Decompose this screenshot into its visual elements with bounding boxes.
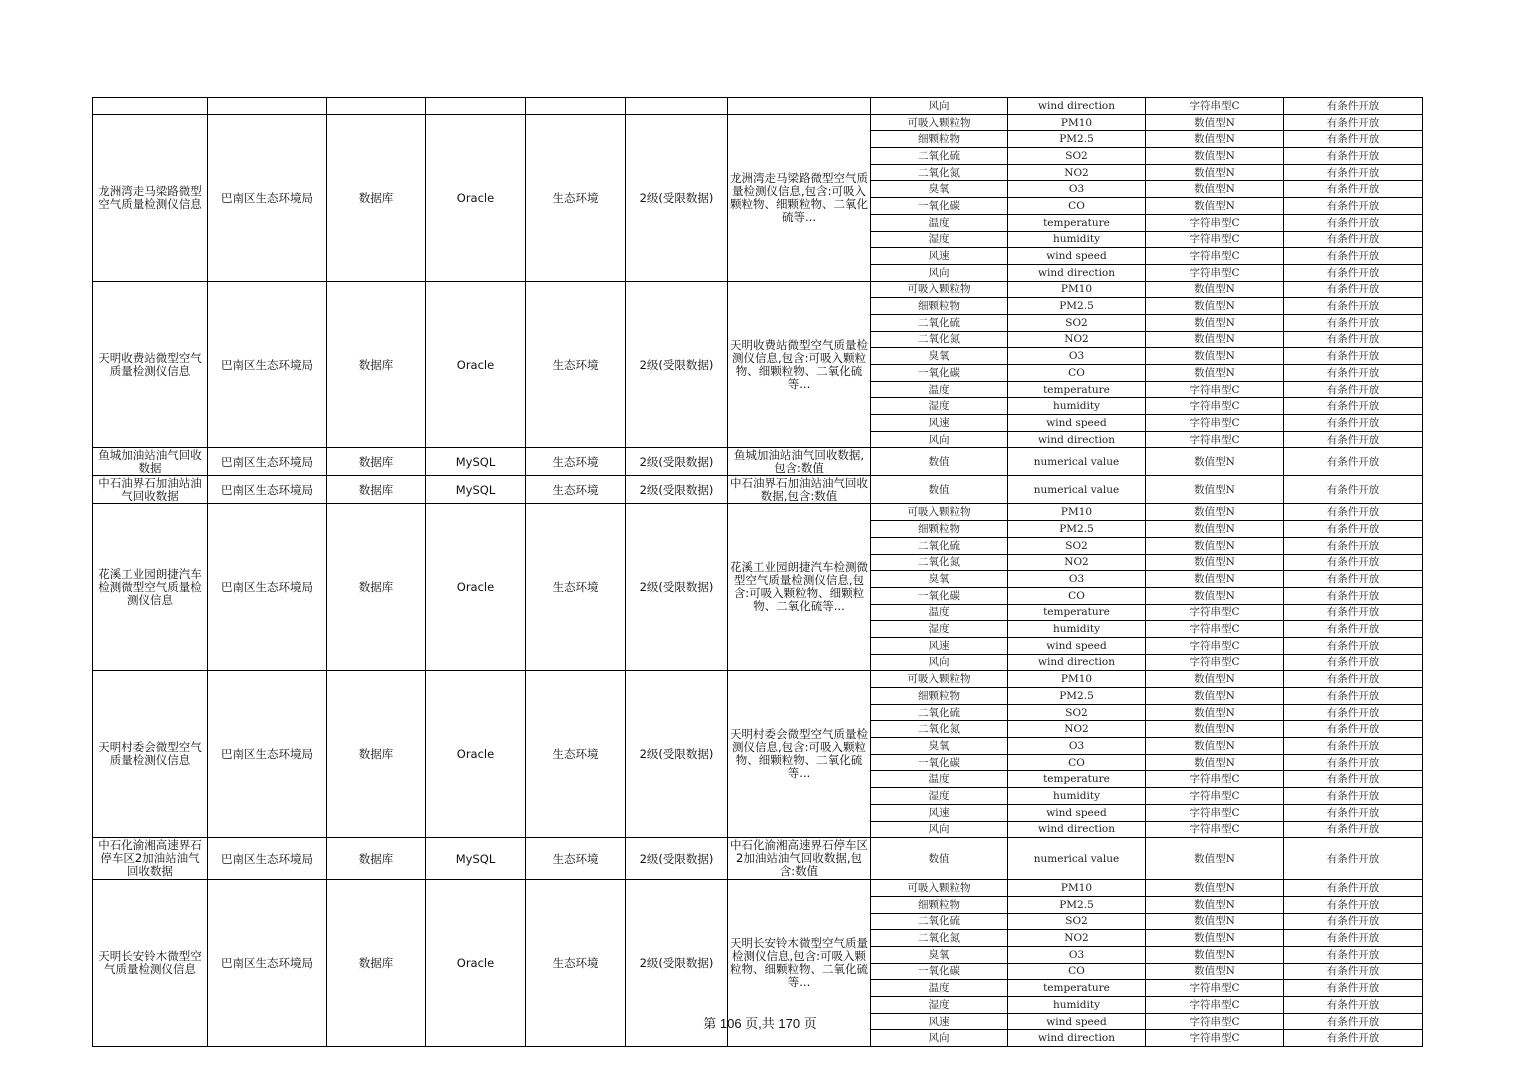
open-condition-cell: 有条件开放 bbox=[1284, 398, 1423, 415]
field-name-cell: 臭氧 bbox=[871, 348, 1008, 365]
open-condition-cell: 有条件开放 bbox=[1284, 431, 1423, 448]
category-cell: 生态环境 bbox=[526, 281, 626, 448]
page-footer: 第 106 页,共 170 页 bbox=[703, 1016, 817, 1031]
open-condition-cell: 有条件开放 bbox=[1284, 231, 1423, 248]
department-cell: 巴南区生态环境局 bbox=[208, 114, 327, 281]
field-code-cell: humidity bbox=[1008, 788, 1146, 805]
database-type-cell: Oracle bbox=[426, 114, 526, 281]
field-name-cell: 温度 bbox=[871, 381, 1008, 398]
field-name-cell: 风向 bbox=[871, 654, 1008, 671]
field-type-cell: 字符串型C bbox=[1146, 997, 1284, 1014]
field-type-cell: 数值型N bbox=[1146, 164, 1284, 181]
field-name-cell: 臭氧 bbox=[871, 571, 1008, 588]
field-code-cell: CO bbox=[1008, 365, 1146, 382]
field-type-cell: 字符串型C bbox=[1146, 821, 1284, 838]
field-name-cell: 一氧化碳 bbox=[871, 963, 1008, 980]
field-code-cell: CO bbox=[1008, 754, 1146, 771]
field-code-cell: wind speed bbox=[1008, 804, 1146, 821]
field-code-cell: wind speed bbox=[1008, 637, 1146, 654]
field-name-cell: 温度 bbox=[871, 771, 1008, 788]
field-code-cell: NO2 bbox=[1008, 164, 1146, 181]
open-condition-cell: 有条件开放 bbox=[1284, 198, 1423, 215]
field-name-cell: 可吸入颗粒物 bbox=[871, 281, 1008, 298]
field-name-cell: 温度 bbox=[871, 980, 1008, 997]
open-condition-cell: 有条件开放 bbox=[1284, 997, 1423, 1014]
open-condition-cell: 有条件开放 bbox=[1284, 571, 1423, 588]
open-condition-cell: 有条件开放 bbox=[1284, 281, 1423, 298]
field-type-cell: 字符串型C bbox=[1146, 214, 1284, 231]
field-code-cell: wind speed bbox=[1008, 1013, 1146, 1030]
description-cell bbox=[728, 98, 871, 115]
database-type-cell: MySQL bbox=[426, 448, 526, 476]
description-cell: 龙洲湾走马梁路微型空气质量检测仪信息,包含:可吸入颗粒物、细颗粒物、二氧化硫等... bbox=[728, 114, 871, 281]
open-condition-cell: 有条件开放 bbox=[1284, 804, 1423, 821]
table-row bbox=[93, 448, 1423, 476]
open-condition-cell: 有条件开放 bbox=[1284, 381, 1423, 398]
field-code-cell: CO bbox=[1008, 587, 1146, 604]
field-code-cell: PM2.5 bbox=[1008, 298, 1146, 315]
field-type-cell: 字符串型C bbox=[1146, 1013, 1284, 1030]
dataset-name-cell: 中石化渝湘高速界石停车区2加油站油气回收数据 bbox=[93, 838, 208, 880]
field-code-cell: wind direction bbox=[1008, 1030, 1146, 1047]
open-condition-cell: 有条件开放 bbox=[1284, 896, 1423, 913]
field-type-cell: 字符串型C bbox=[1146, 248, 1284, 265]
table-row bbox=[93, 838, 1423, 880]
field-name-cell: 数值 bbox=[871, 476, 1008, 504]
category-cell: 生态环境 bbox=[526, 838, 626, 880]
open-condition-cell: 有条件开放 bbox=[1284, 637, 1423, 654]
open-condition-cell: 有条件开放 bbox=[1284, 704, 1423, 721]
field-name-cell: 可吸入颗粒物 bbox=[871, 114, 1008, 131]
field-code-cell: wind direction bbox=[1008, 654, 1146, 671]
resource-type-cell: 数据库 bbox=[327, 114, 426, 281]
field-type-cell: 字符串型C bbox=[1146, 637, 1284, 654]
field-code-cell: humidity bbox=[1008, 398, 1146, 415]
open-condition-cell: 有条件开放 bbox=[1284, 880, 1423, 897]
table-row bbox=[93, 114, 1423, 131]
open-condition-cell: 有条件开放 bbox=[1284, 671, 1423, 688]
field-type-cell: 数值型N bbox=[1146, 754, 1284, 771]
database-type-cell: MySQL bbox=[426, 838, 526, 880]
field-type-cell: 数值型N bbox=[1146, 946, 1284, 963]
field-name-cell: 温度 bbox=[871, 604, 1008, 621]
field-code-cell: temperature bbox=[1008, 604, 1146, 621]
field-code-cell: CO bbox=[1008, 198, 1146, 215]
category-cell: 生态环境 bbox=[526, 880, 626, 1047]
field-type-cell: 字符串型C bbox=[1146, 804, 1284, 821]
category-cell: 生态环境 bbox=[526, 671, 626, 838]
field-code-cell: SO2 bbox=[1008, 913, 1146, 930]
database-type-cell bbox=[426, 98, 526, 115]
field-code-cell: SO2 bbox=[1008, 704, 1146, 721]
field-type-cell: 数值型N bbox=[1146, 148, 1284, 165]
field-code-cell: SO2 bbox=[1008, 148, 1146, 165]
open-condition-cell: 有条件开放 bbox=[1284, 298, 1423, 315]
open-condition-cell: 有条件开放 bbox=[1284, 148, 1423, 165]
security-level-cell: 2级(受限数据) bbox=[626, 880, 728, 1047]
field-name-cell: 湿度 bbox=[871, 788, 1008, 805]
field-type-cell: 字符串型C bbox=[1146, 621, 1284, 638]
field-name-cell: 数值 bbox=[871, 838, 1008, 880]
resource-type-cell: 数据库 bbox=[327, 476, 426, 504]
field-code-cell: humidity bbox=[1008, 621, 1146, 638]
field-type-cell: 数值型N bbox=[1146, 571, 1284, 588]
field-name-cell: 一氧化碳 bbox=[871, 198, 1008, 215]
field-name-cell: 臭氧 bbox=[871, 946, 1008, 963]
resource-type-cell: 数据库 bbox=[327, 880, 426, 1047]
resource-type-cell: 数据库 bbox=[327, 838, 426, 880]
dataset-name-cell: 鱼城加油站油气回收数据 bbox=[93, 448, 208, 476]
description-cell: 花溪工业园朗捷汽车检测微型空气质量检测仪信息,包含:可吸入颗粒物、细颗粒物、二氧化硫等... bbox=[728, 504, 871, 671]
field-type-cell: 数值型N bbox=[1146, 688, 1284, 705]
security-level-cell: 2级(受限数据) bbox=[626, 504, 728, 671]
field-type-cell: 数值型N bbox=[1146, 587, 1284, 604]
field-name-cell: 一氧化碳 bbox=[871, 587, 1008, 604]
resource-type-cell: 数据库 bbox=[327, 504, 426, 671]
field-code-cell: PM2.5 bbox=[1008, 688, 1146, 705]
open-condition-cell: 有条件开放 bbox=[1284, 448, 1423, 476]
field-code-cell: wind direction bbox=[1008, 98, 1146, 115]
field-type-cell: 数值型N bbox=[1146, 131, 1284, 148]
open-condition-cell: 有条件开放 bbox=[1284, 838, 1423, 880]
field-name-cell: 湿度 bbox=[871, 621, 1008, 638]
open-condition-cell: 有条件开放 bbox=[1284, 314, 1423, 331]
database-type-cell: Oracle bbox=[426, 880, 526, 1047]
security-level-cell: 2级(受限数据) bbox=[626, 114, 728, 281]
open-condition-cell: 有条件开放 bbox=[1284, 587, 1423, 604]
field-type-cell: 字符串型C bbox=[1146, 398, 1284, 415]
resource-type-cell: 数据库 bbox=[327, 671, 426, 838]
field-code-cell: PM10 bbox=[1008, 281, 1146, 298]
open-condition-cell: 有条件开放 bbox=[1284, 554, 1423, 571]
field-type-cell: 数值型N bbox=[1146, 521, 1284, 538]
field-code-cell: numerical value bbox=[1008, 448, 1146, 476]
field-name-cell: 二氧化氮 bbox=[871, 554, 1008, 571]
field-name-cell: 风向 bbox=[871, 98, 1008, 115]
open-condition-cell: 有条件开放 bbox=[1284, 264, 1423, 281]
field-name-cell: 二氧化氮 bbox=[871, 331, 1008, 348]
database-type-cell: Oracle bbox=[426, 504, 526, 671]
field-type-cell: 数值型N bbox=[1146, 281, 1284, 298]
field-type-cell: 数值型N bbox=[1146, 114, 1284, 131]
field-code-cell: numerical value bbox=[1008, 476, 1146, 504]
security-level-cell: 2级(受限数据) bbox=[626, 671, 728, 838]
field-type-cell: 字符串型C bbox=[1146, 604, 1284, 621]
department-cell: 巴南区生态环境局 bbox=[208, 504, 327, 671]
open-condition-cell: 有条件开放 bbox=[1284, 331, 1423, 348]
field-code-cell: O3 bbox=[1008, 738, 1146, 755]
dataset-name-cell: 天明村委会微型空气质量检测仪信息 bbox=[93, 671, 208, 838]
field-code-cell: temperature bbox=[1008, 980, 1146, 997]
field-type-cell: 数值型N bbox=[1146, 537, 1284, 554]
field-name-cell: 二氧化硫 bbox=[871, 913, 1008, 930]
field-type-cell: 字符串型C bbox=[1146, 1030, 1284, 1047]
field-type-cell: 数值型N bbox=[1146, 963, 1284, 980]
field-name-cell: 可吸入颗粒物 bbox=[871, 671, 1008, 688]
open-condition-cell: 有条件开放 bbox=[1284, 1030, 1423, 1047]
category-cell bbox=[526, 98, 626, 115]
open-condition-cell: 有条件开放 bbox=[1284, 214, 1423, 231]
field-type-cell: 数值型N bbox=[1146, 930, 1284, 947]
field-code-cell: humidity bbox=[1008, 997, 1146, 1014]
open-condition-cell: 有条件开放 bbox=[1284, 181, 1423, 198]
open-condition-cell: 有条件开放 bbox=[1284, 131, 1423, 148]
field-code-cell: NO2 bbox=[1008, 331, 1146, 348]
field-code-cell: O3 bbox=[1008, 946, 1146, 963]
field-code-cell: wind speed bbox=[1008, 415, 1146, 432]
catalog-table bbox=[92, 97, 1423, 1047]
open-condition-cell: 有条件开放 bbox=[1284, 821, 1423, 838]
table-row bbox=[93, 504, 1423, 521]
category-cell: 生态环境 bbox=[526, 504, 626, 671]
table-row bbox=[93, 880, 1423, 897]
database-type-cell: MySQL bbox=[426, 476, 526, 504]
open-condition-cell: 有条件开放 bbox=[1284, 721, 1423, 738]
field-name-cell: 二氧化氮 bbox=[871, 930, 1008, 947]
field-type-cell: 数值型N bbox=[1146, 554, 1284, 571]
field-name-cell: 二氧化硫 bbox=[871, 148, 1008, 165]
database-type-cell: Oracle bbox=[426, 281, 526, 448]
field-name-cell: 二氧化氮 bbox=[871, 164, 1008, 181]
resource-type-cell: 数据库 bbox=[327, 281, 426, 448]
field-name-cell: 二氧化硫 bbox=[871, 314, 1008, 331]
dataset-name-cell: 花溪工业园朗捷汽车检测微型空气质量检测仪信息 bbox=[93, 504, 208, 671]
field-type-cell: 数值型N bbox=[1146, 314, 1284, 331]
open-condition-cell: 有条件开放 bbox=[1284, 476, 1423, 504]
field-name-cell: 一氧化碳 bbox=[871, 754, 1008, 771]
security-level-cell: 2级(受限数据) bbox=[626, 476, 728, 504]
field-name-cell: 二氧化氮 bbox=[871, 721, 1008, 738]
department-cell: 巴南区生态环境局 bbox=[208, 476, 327, 504]
open-condition-cell: 有条件开放 bbox=[1284, 537, 1423, 554]
field-type-cell: 数值型N bbox=[1146, 671, 1284, 688]
description-cell: 鱼城加油站油气回收数据,包含:数值 bbox=[728, 448, 871, 476]
field-name-cell: 二氧化硫 bbox=[871, 537, 1008, 554]
field-type-cell: 字符串型C bbox=[1146, 788, 1284, 805]
field-type-cell: 数值型N bbox=[1146, 721, 1284, 738]
field-type-cell: 数值型N bbox=[1146, 913, 1284, 930]
field-code-cell: wind direction bbox=[1008, 431, 1146, 448]
field-type-cell: 数值型N bbox=[1146, 504, 1284, 521]
field-code-cell: O3 bbox=[1008, 348, 1146, 365]
field-name-cell: 风速 bbox=[871, 637, 1008, 654]
field-code-cell: humidity bbox=[1008, 231, 1146, 248]
field-type-cell: 数值型N bbox=[1146, 704, 1284, 721]
resource-type-cell bbox=[327, 98, 426, 115]
field-type-cell: 字符串型C bbox=[1146, 381, 1284, 398]
field-code-cell: wind speed bbox=[1008, 248, 1146, 265]
field-type-cell: 数值型N bbox=[1146, 348, 1284, 365]
department-cell: 巴南区生态环境局 bbox=[208, 448, 327, 476]
field-name-cell: 细颗粒物 bbox=[871, 298, 1008, 315]
field-type-cell: 数值型N bbox=[1146, 298, 1284, 315]
open-condition-cell: 有条件开放 bbox=[1284, 98, 1423, 115]
field-type-cell: 字符串型C bbox=[1146, 771, 1284, 788]
field-name-cell: 温度 bbox=[871, 214, 1008, 231]
open-condition-cell: 有条件开放 bbox=[1284, 621, 1423, 638]
open-condition-cell: 有条件开放 bbox=[1284, 788, 1423, 805]
open-condition-cell: 有条件开放 bbox=[1284, 771, 1423, 788]
field-type-cell: 数值型N bbox=[1146, 448, 1284, 476]
database-type-cell: Oracle bbox=[426, 671, 526, 838]
field-name-cell: 细颗粒物 bbox=[871, 131, 1008, 148]
field-name-cell: 可吸入颗粒物 bbox=[871, 504, 1008, 521]
field-type-cell: 字符串型C bbox=[1146, 231, 1284, 248]
field-code-cell: O3 bbox=[1008, 571, 1146, 588]
open-condition-cell: 有条件开放 bbox=[1284, 754, 1423, 771]
field-code-cell: PM10 bbox=[1008, 880, 1146, 897]
department-cell: 巴南区生态环境局 bbox=[208, 880, 327, 1047]
field-type-cell: 数值型N bbox=[1146, 331, 1284, 348]
open-condition-cell: 有条件开放 bbox=[1284, 980, 1423, 997]
field-code-cell: PM10 bbox=[1008, 114, 1146, 131]
security-level-cell: 2级(受限数据) bbox=[626, 838, 728, 880]
field-code-cell: PM2.5 bbox=[1008, 131, 1146, 148]
description-cell: 天明收费站微型空气质量检测仪信息,包含:可吸入颗粒物、细颗粒物、二氧化硫等... bbox=[728, 281, 871, 448]
description-cell: 中石化渝湘高速界石停车区2加油站油气回收数据,包含:数值 bbox=[728, 838, 871, 880]
open-condition-cell: 有条件开放 bbox=[1284, 348, 1423, 365]
field-name-cell: 风向 bbox=[871, 431, 1008, 448]
field-code-cell: O3 bbox=[1008, 181, 1146, 198]
open-condition-cell: 有条件开放 bbox=[1284, 946, 1423, 963]
department-cell: 巴南区生态环境局 bbox=[208, 281, 327, 448]
field-name-cell: 二氧化硫 bbox=[871, 704, 1008, 721]
field-type-cell: 数值型N bbox=[1146, 181, 1284, 198]
field-name-cell: 湿度 bbox=[871, 398, 1008, 415]
field-type-cell: 字符串型C bbox=[1146, 415, 1284, 432]
dataset-name-cell: 龙洲湾走马梁路微型空气质量检测仪信息 bbox=[93, 114, 208, 281]
open-condition-cell: 有条件开放 bbox=[1284, 738, 1423, 755]
field-type-cell: 字符串型C bbox=[1146, 654, 1284, 671]
dataset-name-cell: 天明长安铃木微型空气质量检测仪信息 bbox=[93, 880, 208, 1047]
open-condition-cell: 有条件开放 bbox=[1284, 963, 1423, 980]
description-cell: 中石油界石加油站油气回收数据,包含:数值 bbox=[728, 476, 871, 504]
field-name-cell: 风速 bbox=[871, 248, 1008, 265]
field-name-cell: 细颗粒物 bbox=[871, 896, 1008, 913]
open-condition-cell: 有条件开放 bbox=[1284, 248, 1423, 265]
field-name-cell: 数值 bbox=[871, 448, 1008, 476]
open-condition-cell: 有条件开放 bbox=[1284, 1013, 1423, 1030]
field-name-cell: 一氧化碳 bbox=[871, 365, 1008, 382]
field-name-cell: 湿度 bbox=[871, 997, 1008, 1014]
field-code-cell: PM10 bbox=[1008, 504, 1146, 521]
category-cell: 生态环境 bbox=[526, 476, 626, 504]
field-code-cell: SO2 bbox=[1008, 314, 1146, 331]
open-condition-cell: 有条件开放 bbox=[1284, 164, 1423, 181]
table-row bbox=[93, 281, 1423, 298]
security-level-cell: 2级(受限数据) bbox=[626, 281, 728, 448]
field-name-cell: 风向 bbox=[871, 1030, 1008, 1047]
field-name-cell: 细颗粒物 bbox=[871, 688, 1008, 705]
field-code-cell: CO bbox=[1008, 963, 1146, 980]
field-type-cell: 数值型N bbox=[1146, 476, 1284, 504]
field-name-cell: 风速 bbox=[871, 804, 1008, 821]
open-condition-cell: 有条件开放 bbox=[1284, 504, 1423, 521]
field-name-cell: 风向 bbox=[871, 264, 1008, 281]
field-code-cell: temperature bbox=[1008, 771, 1146, 788]
field-type-cell: 字符串型C bbox=[1146, 431, 1284, 448]
department-cell bbox=[208, 98, 327, 115]
resource-type-cell: 数据库 bbox=[327, 448, 426, 476]
open-condition-cell: 有条件开放 bbox=[1284, 114, 1423, 131]
field-name-cell: 风向 bbox=[871, 821, 1008, 838]
security-level-cell bbox=[626, 98, 728, 115]
field-code-cell: NO2 bbox=[1008, 554, 1146, 571]
table-row bbox=[93, 476, 1423, 504]
dataset-name-cell: 中石油界石加油站油气回收数据 bbox=[93, 476, 208, 504]
department-cell: 巴南区生态环境局 bbox=[208, 838, 327, 880]
field-name-cell: 风速 bbox=[871, 415, 1008, 432]
field-name-cell: 湿度 bbox=[871, 231, 1008, 248]
description-cell: 天明长安铃木微型空气质量检测仪信息,包含:可吸入颗粒物、细颗粒物、二氧化硫等... bbox=[728, 880, 871, 1047]
field-code-cell: temperature bbox=[1008, 214, 1146, 231]
dataset-name-cell: 天明收费站微型空气质量检测仪信息 bbox=[93, 281, 208, 448]
field-type-cell: 数值型N bbox=[1146, 738, 1284, 755]
field-name-cell: 细颗粒物 bbox=[871, 521, 1008, 538]
description-cell: 天明村委会微型空气质量检测仪信息,包含:可吸入颗粒物、细颗粒物、二氧化硫等... bbox=[728, 671, 871, 838]
open-condition-cell: 有条件开放 bbox=[1284, 415, 1423, 432]
security-level-cell: 2级(受限数据) bbox=[626, 448, 728, 476]
department-cell: 巴南区生态环境局 bbox=[208, 671, 327, 838]
field-name-cell: 臭氧 bbox=[871, 181, 1008, 198]
field-name-cell: 臭氧 bbox=[871, 738, 1008, 755]
field-code-cell: wind direction bbox=[1008, 821, 1146, 838]
field-type-cell: 字符串型C bbox=[1146, 98, 1284, 115]
field-name-cell: 可吸入颗粒物 bbox=[871, 880, 1008, 897]
field-code-cell: PM2.5 bbox=[1008, 896, 1146, 913]
field-code-cell: wind direction bbox=[1008, 264, 1146, 281]
field-type-cell: 字符串型C bbox=[1146, 264, 1284, 281]
dataset-name-cell bbox=[93, 98, 208, 115]
table-row bbox=[93, 671, 1423, 688]
field-code-cell: SO2 bbox=[1008, 537, 1146, 554]
open-condition-cell: 有条件开放 bbox=[1284, 913, 1423, 930]
field-code-cell: PM10 bbox=[1008, 671, 1146, 688]
field-type-cell: 数值型N bbox=[1146, 896, 1284, 913]
field-code-cell: PM2.5 bbox=[1008, 521, 1146, 538]
category-cell: 生态环境 bbox=[526, 448, 626, 476]
open-condition-cell: 有条件开放 bbox=[1284, 604, 1423, 621]
category-cell: 生态环境 bbox=[526, 114, 626, 281]
field-code-cell: NO2 bbox=[1008, 721, 1146, 738]
field-type-cell: 字符串型C bbox=[1146, 980, 1284, 997]
open-condition-cell: 有条件开放 bbox=[1284, 654, 1423, 671]
field-name-cell: 风速 bbox=[871, 1013, 1008, 1030]
field-type-cell: 数值型N bbox=[1146, 880, 1284, 897]
open-condition-cell: 有条件开放 bbox=[1284, 521, 1423, 538]
field-type-cell: 数值型N bbox=[1146, 365, 1284, 382]
field-code-cell: temperature bbox=[1008, 381, 1146, 398]
open-condition-cell: 有条件开放 bbox=[1284, 365, 1423, 382]
open-condition-cell: 有条件开放 bbox=[1284, 688, 1423, 705]
open-condition-cell: 有条件开放 bbox=[1284, 930, 1423, 947]
field-code-cell: numerical value bbox=[1008, 838, 1146, 880]
field-code-cell: NO2 bbox=[1008, 930, 1146, 947]
table-row bbox=[93, 98, 1423, 115]
field-type-cell: 数值型N bbox=[1146, 198, 1284, 215]
field-type-cell: 数值型N bbox=[1146, 838, 1284, 880]
